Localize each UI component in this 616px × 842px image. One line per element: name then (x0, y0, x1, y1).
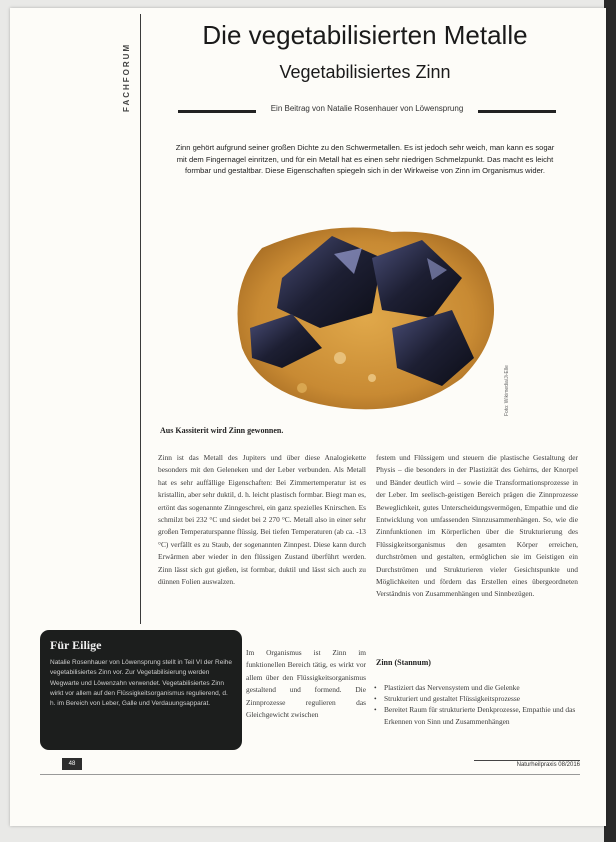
bullet-icon: • (374, 694, 377, 704)
byline-rule-left (178, 110, 256, 113)
body-column-1-continued: Im Organismus ist Zinn im funktionellen Bereich tätig, es wirkt vor allem über den Flüssigkeitsorganismus gestaltend und formend. Die Zinnprozesse regulieren das Gleichgewicht zwischen (246, 648, 366, 720)
photo-credit: Foto: Wikimedia/Ji-Elle (504, 365, 510, 416)
list-item (374, 682, 580, 693)
cassiterite-photo (222, 218, 522, 418)
bullet-list (374, 682, 580, 727)
bullet-icon: • (374, 683, 377, 692)
list-item (374, 704, 580, 726)
body-column-1: Zinn ist das Metall des Jupiters und über diese Analogiekette besonders mit den Geleneken und der Leber verbunden. Als Metall hat es sehr auffällige Eigenschaften: Bei Zimmertemperatur ist es kristallin, aber sehr duktil, d. h. leicht plastisch formbar. Biegt man es, ertönt das sogenannte Zinngeschrei, ein ganz spezielles Knirschen. Es schmilzt bei 232 °C und siedet bei 2 270 °C. Metall also in einer sehr großen Temperaturspanne flüssig. Bei tiefen Temperaturen (ab ca. -13 °C) verfällt es zu Staub, der sogenannten Zinnpest. Diese kann durch Erwärmen aber wieder in den flüssigen Zustand überführt werden. Zinn lässt sich gut gießen, ist formbar, duktil und lässt sich auch zu dünnen Folien auswalzen. (158, 453, 366, 587)
summary-box (40, 630, 242, 750)
list-item (374, 693, 580, 704)
list-item-text: Strukturiert und gestaltet Flüssigkeitsprozesse (384, 694, 521, 704)
photo-caption: Aus Kassiterit wird Zinn gewonnen. (160, 426, 284, 435)
section-label: FACHFORUM (122, 42, 131, 112)
footer-publication: Naturheilpraxis 08/2016 (474, 760, 580, 768)
article-subtitle: Vegetabilisiertes Zinn (279, 62, 451, 82)
bullet-icon: • (374, 705, 377, 715)
subheading: Zinn (Stannum) (376, 658, 431, 667)
article-title: Die vegetabilisierten Metalle (202, 20, 528, 50)
list-item-text: Plastiziert das Nervensystem und die Gelenke (384, 683, 520, 692)
byline-rule-right (478, 110, 556, 113)
body-column-2: festem und Flüssigem und steuern die plastische Gestaltung der Physis – die besonders in der Plastizität des Gehirns, der Knorpel und Bänder deutlich wird – sowie die Transformationsprozesse in der Leber. Im seelisch-geistigen Bereich prägen die Zinnprozesse Beweglichkeit, gutes Unterscheidungsvermögen, Empathie und die Entwicklung von umfassenden Sinnzusammenhängen. So, wie die Zinnfunktionen im Körperlichen über die Strukturierung des Flüssigkeitsorganismus den gesamten Körper erreichen, durchströmen und gestalten, ermöglichen sie im Geistigen ein Durchströmen und Strukturieren vieler Gesichtspunkte und Möglichkeiten und fördern das Erstellen eines übergeordneten Verständnis von Zusammenhängen und Sinnbezügen. (376, 453, 578, 599)
intro-paragraph: Zinn gehört aufgrund seiner großen Dichte zu den Schwermetallen. Es ist jedoch sehr weich, man kann es sogar mit dem Fingernagel einritzen, und für ein Metall hat es einen sehr niedrigen Schmelzpunkt. Das macht es leicht formbar und gestaltbar. Diese Eigenschaften spiegeln sich in der Wirkweise von Zinn im Organismus wider. (175, 143, 555, 175)
byline-text: Ein Beitrag von Natalie Rosenhauer von Löwensprung (270, 104, 464, 113)
byline (178, 104, 556, 118)
summary-box-title: Für Eilige (50, 638, 102, 652)
page-number: 48 (62, 758, 82, 770)
summary-box-text: Natalie Rosenhauer von Löwensprung stellt in Teil VI der Reihe vegetabilisiertes Zinn vor. Zur Vegetabilisierung werden Wegwarte und Löwenzahn verwendet. Vegetabilisiertes Zinn wirkt vor allem auf den Flüssigkeitsorganismus regulierend, d. h. im Bereich von Leber, Galle und Verdauungsapparat. (50, 659, 232, 708)
section-divider (140, 14, 141, 624)
list-item-text: Bereitet Raum für strukturierte Denkprozesse, Empathie und das Erkennen von Sinn und Zusammenhängen (384, 705, 576, 726)
bottom-rule (40, 774, 580, 775)
